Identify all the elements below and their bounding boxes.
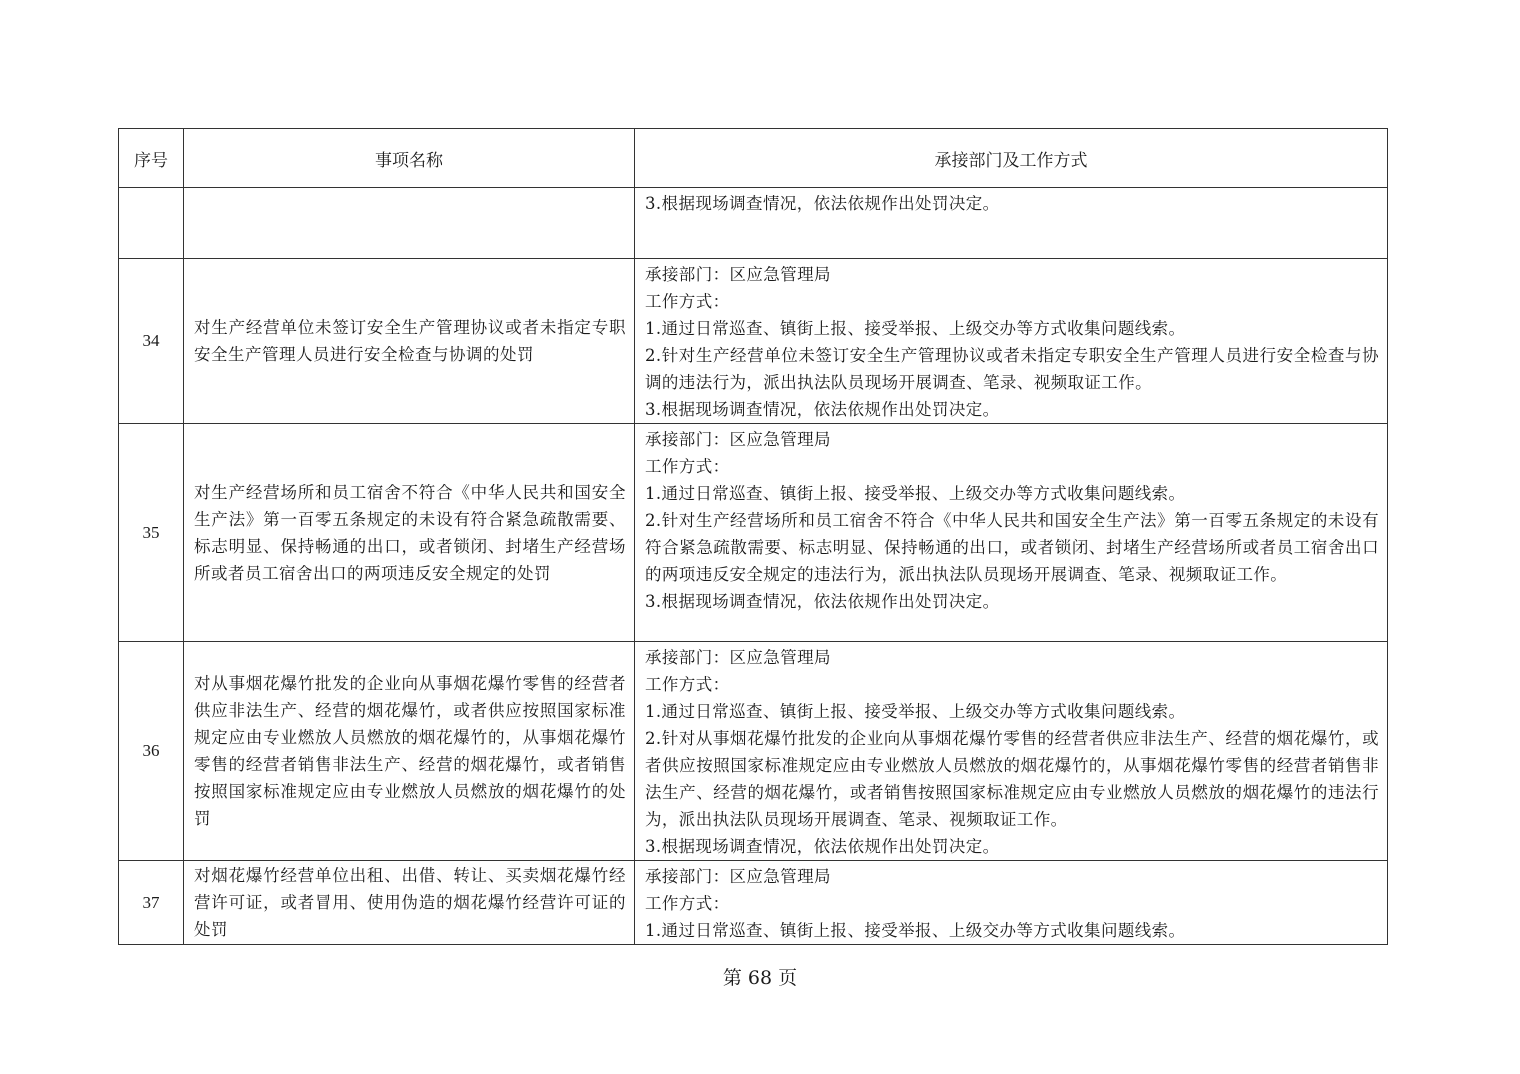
table-row bbox=[119, 424, 1388, 642]
work-line: 工作方式： bbox=[645, 292, 730, 311]
regulation-table bbox=[118, 128, 1388, 945]
row-number: 34 bbox=[119, 259, 184, 424]
row-number: 35 bbox=[119, 424, 184, 642]
work-line: 3.根据现场调查情况，依法依规作出处罚决定。 bbox=[645, 400, 1000, 419]
row-number bbox=[119, 188, 184, 259]
item-name: 对烟花爆竹经营单位出租、出借、转让、买卖烟花爆竹经营许可证，或者冒用、使用伪造的烟花爆竹经营许可证的处罚 bbox=[184, 861, 635, 945]
item-name: 对生产经营单位未签订安全生产管理协议或者未指定专职安全生产管理人员进行安全检查与协调的处罚 bbox=[184, 259, 635, 424]
work-line: 承接部门：区应急管理局 bbox=[645, 648, 831, 667]
header-dept-method: 承接部门及工作方式 bbox=[635, 129, 1388, 188]
work-line: 2.针对生产经营单位未签订安全生产管理协议或者未指定专职安全生产管理人员进行安全检查与协调的违法行为，派出执法队员现场开展调查、笔录、视频取证工作。 bbox=[645, 346, 1379, 392]
item-name: 对从事烟花爆竹批发的企业向从事烟花爆竹零售的经营者供应非法生产、经营的烟花爆竹，或者供应按照国家标准规定应由专业燃放人员燃放的烟花爆竹的，从事烟花爆竹零售的经营者销售非法生产、经营的烟花爆竹，或者销售按照国家标准规定应由专业燃放人员燃放的烟花爆竹的处罚 bbox=[184, 642, 635, 861]
work-line: 3.根据现场调查情况，依法依规作出处罚决定。 bbox=[645, 592, 1000, 611]
row-number: 37 bbox=[119, 861, 184, 945]
dept-method bbox=[635, 259, 1388, 424]
work-line: 3.根据现场调查情况，依法依规作出处罚决定。 bbox=[645, 837, 1000, 856]
header-item-name: 事项名称 bbox=[184, 129, 635, 188]
dept-method bbox=[635, 188, 1388, 259]
work-line: 2.针对生产经营场所和员工宿舍不符合《中华人民共和国安全生产法》第一百零五条规定的未设有符合紧急疏散需要、标志明显、保持畅通的出口，或者锁闭、封堵生产经营场所或者员工宿舍出口的两项违反安全规定的违法行为，派出执法队员现场开展调查、笔录、视频取证工作。 bbox=[645, 511, 1379, 584]
work-line: 承接部门：区应急管理局 bbox=[645, 430, 831, 449]
work-line: 承接部门：区应急管理局 bbox=[645, 867, 831, 886]
row-number: 36 bbox=[119, 642, 184, 861]
work-line: 工作方式： bbox=[645, 457, 730, 476]
table-row bbox=[119, 861, 1388, 945]
dept-method bbox=[635, 861, 1388, 945]
work-line: 1.通过日常巡查、镇街上报、接受举报、上级交办等方式收集问题线索。 bbox=[645, 921, 1186, 940]
item-name: 对生产经营场所和员工宿舍不符合《中华人民共和国安全生产法》第一百零五条规定的未设有符合紧急疏散需要、标志明显、保持畅通的出口，或者锁闭、封堵生产经营场所或者员工宿舍出口的两项违反安全规定的处罚 bbox=[184, 424, 635, 642]
table-row bbox=[119, 642, 1388, 861]
work-line: 2.针对从事烟花爆竹批发的企业向从事烟花爆竹零售的经营者供应非法生产、经营的烟花爆竹，或者供应按照国家标准规定应由专业燃放人员燃放的烟花爆竹的，从事烟花爆竹零售的经营者销售非法生产、经营的烟花爆竹，或者销售按照国家标准规定应由专业燃放人员燃放的烟花爆竹的违法行为，派出执法队员现场开展调查、笔录、视频取证工作。 bbox=[645, 729, 1379, 829]
work-line: 工作方式： bbox=[645, 894, 730, 913]
header-seq: 序号 bbox=[119, 129, 184, 188]
work-line: 承接部门：区应急管理局 bbox=[645, 265, 831, 284]
dept-method bbox=[635, 642, 1388, 861]
work-line: 1.通过日常巡查、镇街上报、接受举报、上级交办等方式收集问题线索。 bbox=[645, 702, 1186, 721]
table-row bbox=[119, 188, 1388, 259]
table-row bbox=[119, 259, 1388, 424]
work-line: 3.根据现场调查情况，依法依规作出处罚决定。 bbox=[645, 194, 1000, 213]
page-number: 第 68 页 bbox=[722, 967, 798, 989]
work-line: 1.通过日常巡查、镇街上报、接受举报、上级交办等方式收集问题线索。 bbox=[645, 484, 1186, 503]
table-header-row bbox=[119, 129, 1388, 188]
work-line: 1.通过日常巡查、镇街上报、接受举报、上级交办等方式收集问题线索。 bbox=[645, 319, 1186, 338]
dept-method bbox=[635, 424, 1388, 642]
work-line: 工作方式： bbox=[645, 675, 730, 694]
item-name bbox=[184, 188, 635, 259]
